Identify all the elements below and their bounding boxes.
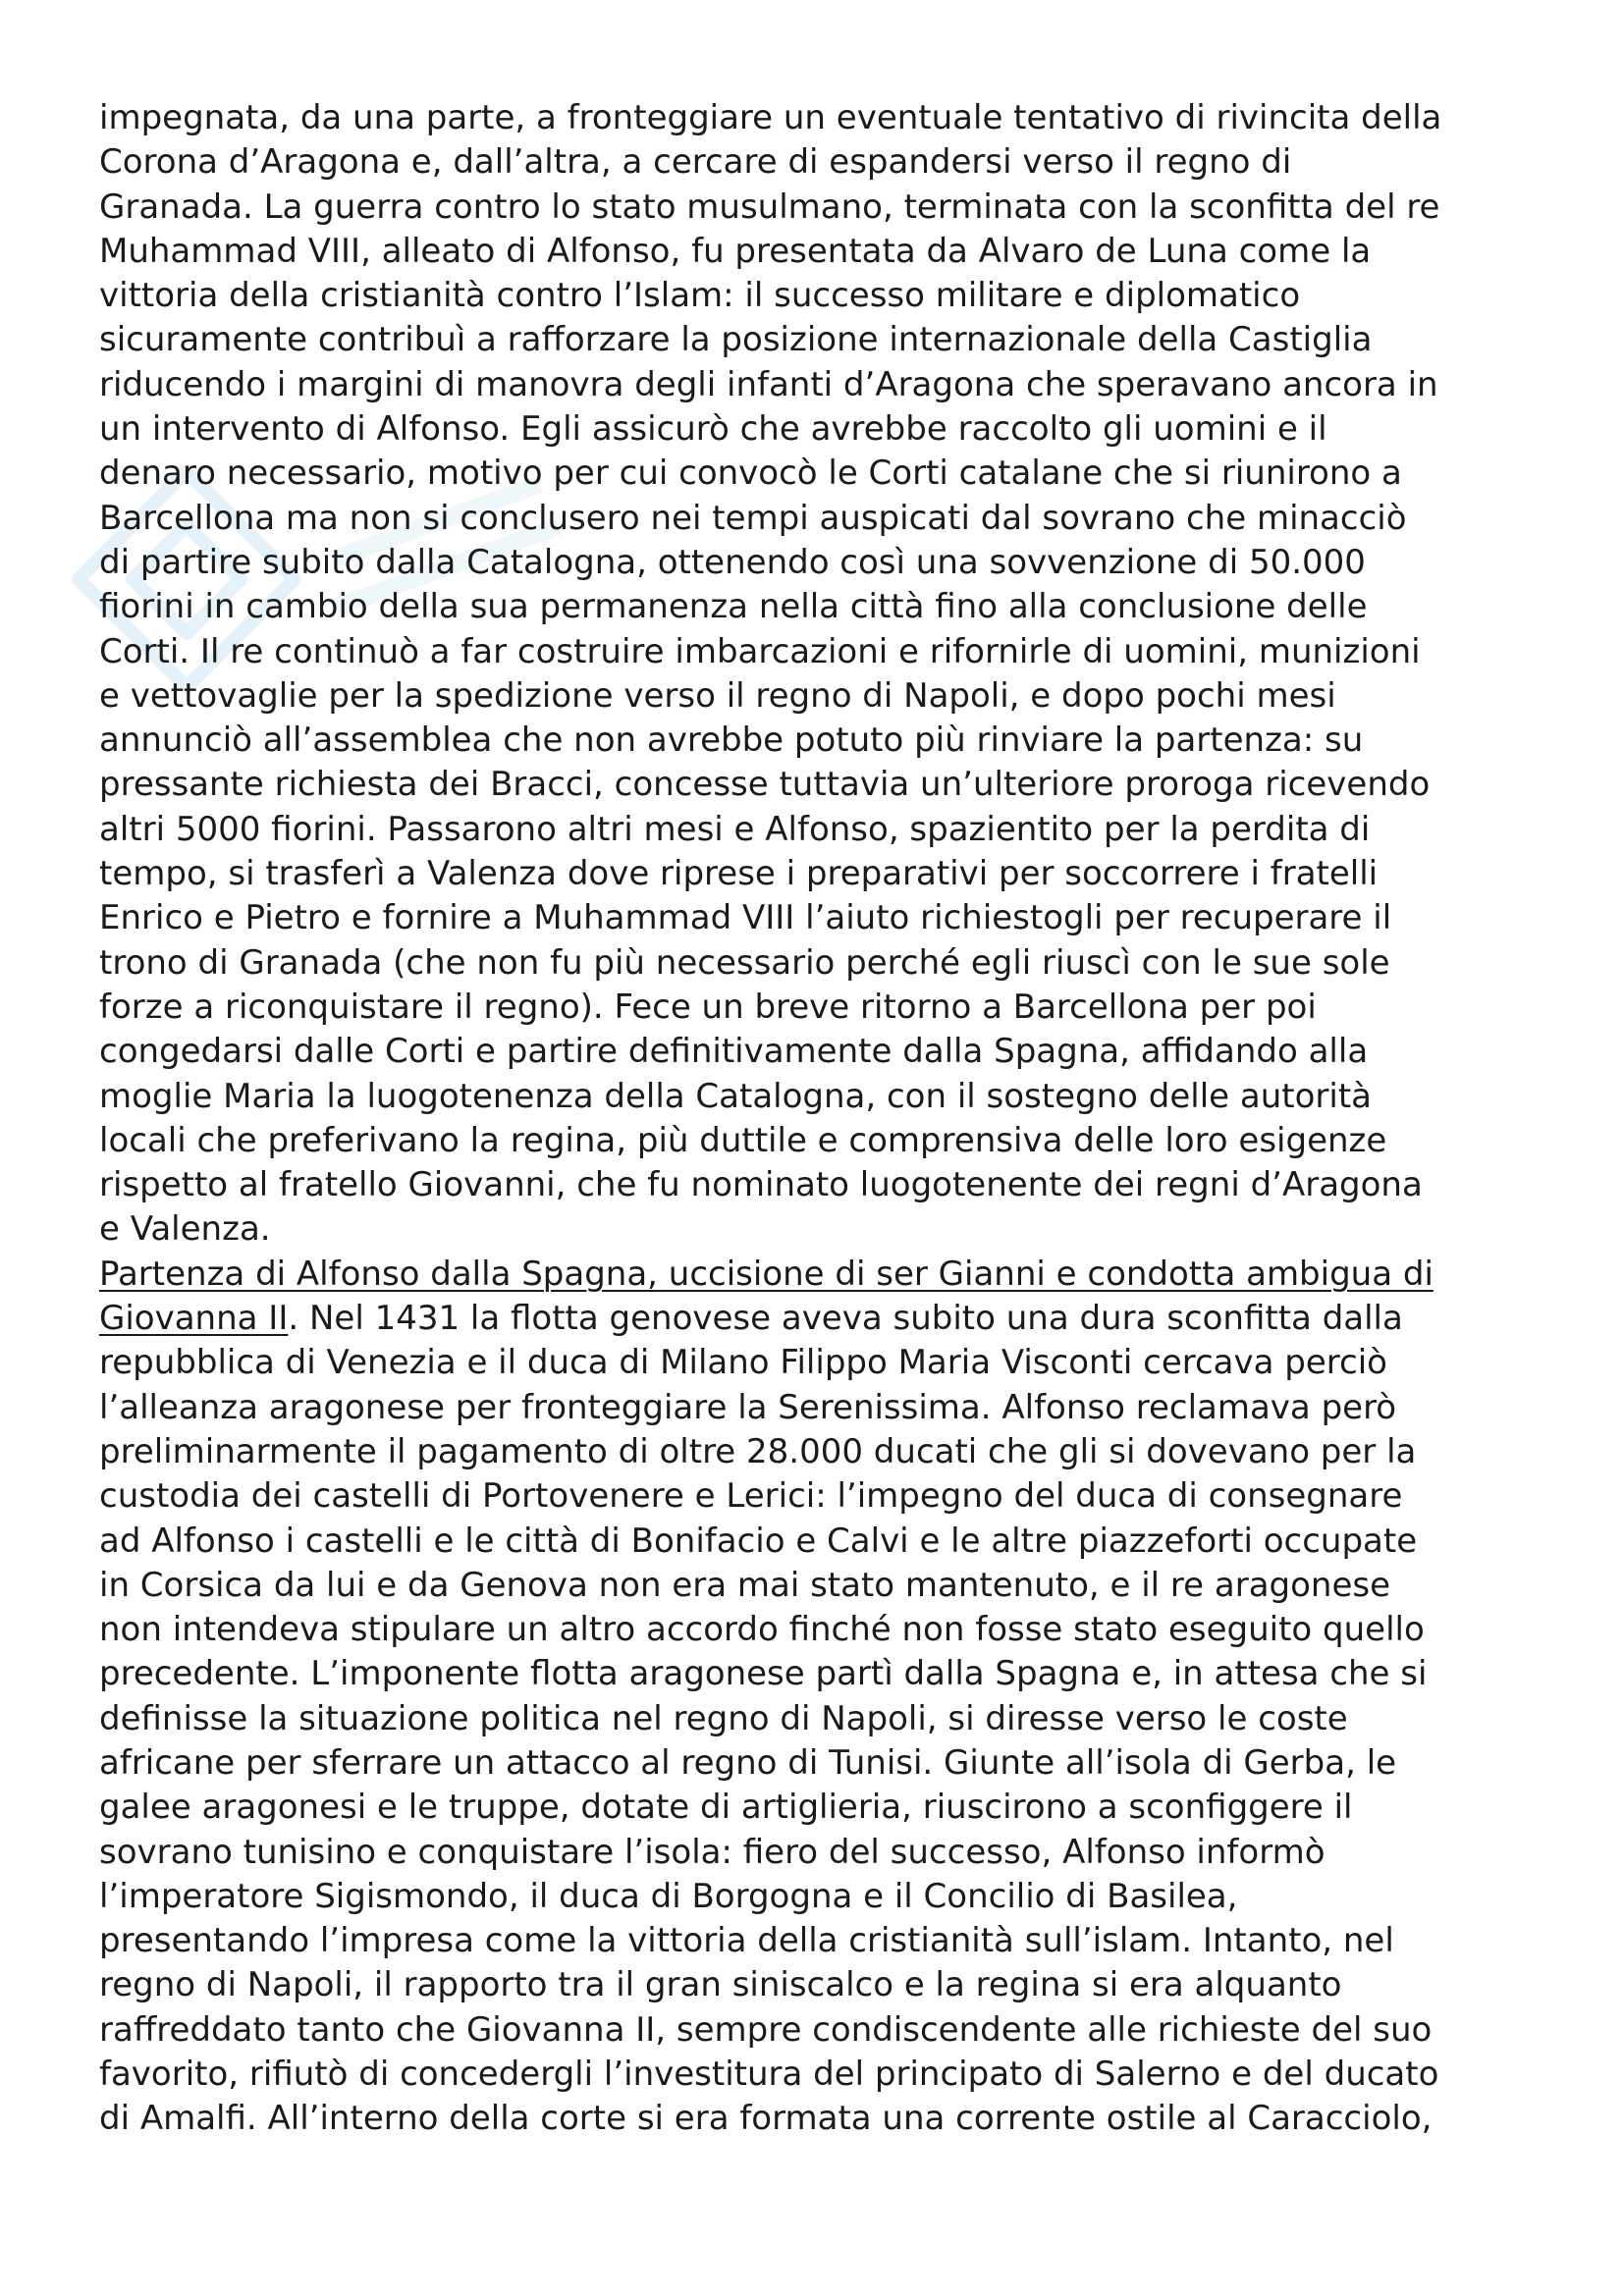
text-line: un intervento di Alfonso. Egli assicurò che avrebbe raccolto gli uomini e il [99,409,1327,450]
text-line: Granada. La guerra contro lo stato musulmano, terminata con la sconfitta del re [99,187,1440,227]
text-line: riducendo i margini di manovra degli infanti d’Aragona che speravano ancora in [99,364,1438,404]
text-line: vittoria della cristianità contro l’Islam: il successo militare e diplomatico [99,276,1301,316]
section-heading: Partenza di Alfonso dalla Spagna, uccisione di ser Gianni e condotta ambigua di [99,1254,1434,1294]
text-line: Muhammad VIII, alleato di Alfonso, fu presentata da Alvaro de Luna come la [99,231,1372,271]
text-line: ad Alfonso i castelli e le città di Bonifacio e Calvi e le altre piazzeforti occupate [99,1521,1418,1561]
text-line: l’imperatore Sigismondo, il duca di Borgogna e il Concilio di Basilea, [99,1876,1238,1916]
text-line: e vettovaglie per la spedizione verso il regno di Napoli, e dopo pochi mesi [99,675,1336,716]
section-heading-line [99,1253,1533,1297]
section-heading-line-2 [99,1297,1533,1341]
text-line: Corti. Il re continuò a far costruire imbarcazioni e rifornirle di uomini, munizioni [99,631,1421,671]
text-line: regno di Napoli, il rapporto tra il gran siniscalco e la regina si era alquanto [99,1965,1342,2005]
text-line: locali che preferivano la regina, più duttile e comprensiva delle loro esigenze [99,1120,1387,1160]
text-line: sicuramente contribuì a rafforzare la posizione internazionale della Castiglia [99,320,1373,360]
text-line: e Valenza. [99,1209,271,1250]
text-line: congedarsi dalle Corti e partire definitivamente dalla Spagna, affidando alla [99,1032,1369,1072]
text-line: trono di Granada (che non fu più necessario perché egli riuscì con le sue sole [99,942,1390,983]
text-line: presentando l’impresa come la vittoria della cristianità sull’islam. Intanto, nel [99,1921,1394,1961]
text-line: galee aragonesi e le truppe, dotate di artiglieria, riuscirono a sconfiggere il [99,1788,1353,1828]
text-line: l’alleanza aragonese per fronteggiare la Serenissima. Alfonso reclamava però [99,1387,1397,1427]
text-line: custodia dei castelli di Portovenere e Lerici: l’impegno del duca di consegnare [99,1476,1403,1517]
paragraph-alfonso-castile [99,96,1533,1253]
text-line: non intendeva stipulare un altro accordo finché non fosse stato eseguito quello [99,1610,1425,1650]
text-line: di Amalfi. All’interno della corte si era formata una corrente ostile al Caracciolo, [99,2099,1433,2139]
text-line: denaro necessario, motivo per cui convocò le Corti catalane che si riunirono a [99,454,1402,494]
text-line: moglie Maria la luogotenenza della Catalogna, con il sostegno delle autorità [99,1076,1372,1116]
text-line: repubblica di Venezia e il duca di Milano Filippo Maria Visconti cercava perciò [99,1343,1387,1383]
text-line: raffreddato tanto che Giovanna II, sempre condiscendente alle richieste del suo [99,2009,1433,2050]
section-heading-continued: Giovanna II [99,1299,289,1339]
text-line: sovrano tunisino e conquistare l’isola: fiero del successo, Alfonso informò [99,1832,1325,1872]
document-text [99,96,1533,2142]
text-line: altri 5000 fiorini. Passarono altri mesi e Alfonso, spazientito per la perdita di [99,809,1371,849]
paragraph-start-text: . Nel 1431 la flotta genovese aveva subito una dura sconfitta dalla [288,1299,1403,1339]
text-line: africane per sferrare un attacco al regno di Tunisi. Giunte all’isola di Gerba, le [99,1742,1397,1783]
text-line: rispetto al fratello Giovanni, che fu nominato luogotenente dei regni d’Aragona [99,1165,1423,1205]
paragraph-departure [99,1341,1533,2141]
text-line: di partire subito dalla Catalogna, ottenendo così una sovvenzione di 50.000 [99,542,1366,582]
text-line: definisse la situazione politica nel regno di Napoli, si diresse verso le coste [99,1698,1348,1738]
text-line: precedente. L’imponente flotta aragonese partì dalla Spagna e, in attesa che si [99,1654,1428,1694]
text-line: fiorini in cambio della sua permanenza nella città fino alla conclusione delle [99,587,1368,627]
text-line: pressante richiesta dei Bracci, concesse tuttavia un’ulteriore proroga ricevendo [99,765,1431,805]
text-line: in Corsica da lui e da Genova non era mai stato mantenuto, e il re aragonese [99,1565,1391,1605]
text-line: Enrico e Pietro e fornire a Muhammad VIII l’aiuto richiestogli per recuperare il [99,898,1392,938]
text-line: Corona d’Aragona e, dall’altra, a cercare di espandersi verso il regno di [99,142,1292,183]
text-line: annunciò all’assemblea che non avrebbe potuto più rinviare la partenza: su [99,721,1364,761]
text-line: favorito, rifiutò di concedergli l’investitura del principato di Salerno e del ducato [99,2055,1439,2095]
text-line: forze a riconquistare il regno). Fece un breve ritorno a Barcellona per poi [99,987,1317,1027]
text-line: Barcellona ma non si conclusero nei tempi auspicati dal sovrano che minacciò [99,498,1407,538]
text-line: impegnata, da una parte, a fronteggiare un eventuale tentativo di rivincita della [99,98,1442,137]
text-line: preliminarmente il pagamento di oltre 28.000 ducati che gli si dovevano per la [99,1431,1417,1471]
text-line: tempo, si trasferì a Valenza dove riprese i preparativi per soccorrere i fratelli [99,854,1379,894]
